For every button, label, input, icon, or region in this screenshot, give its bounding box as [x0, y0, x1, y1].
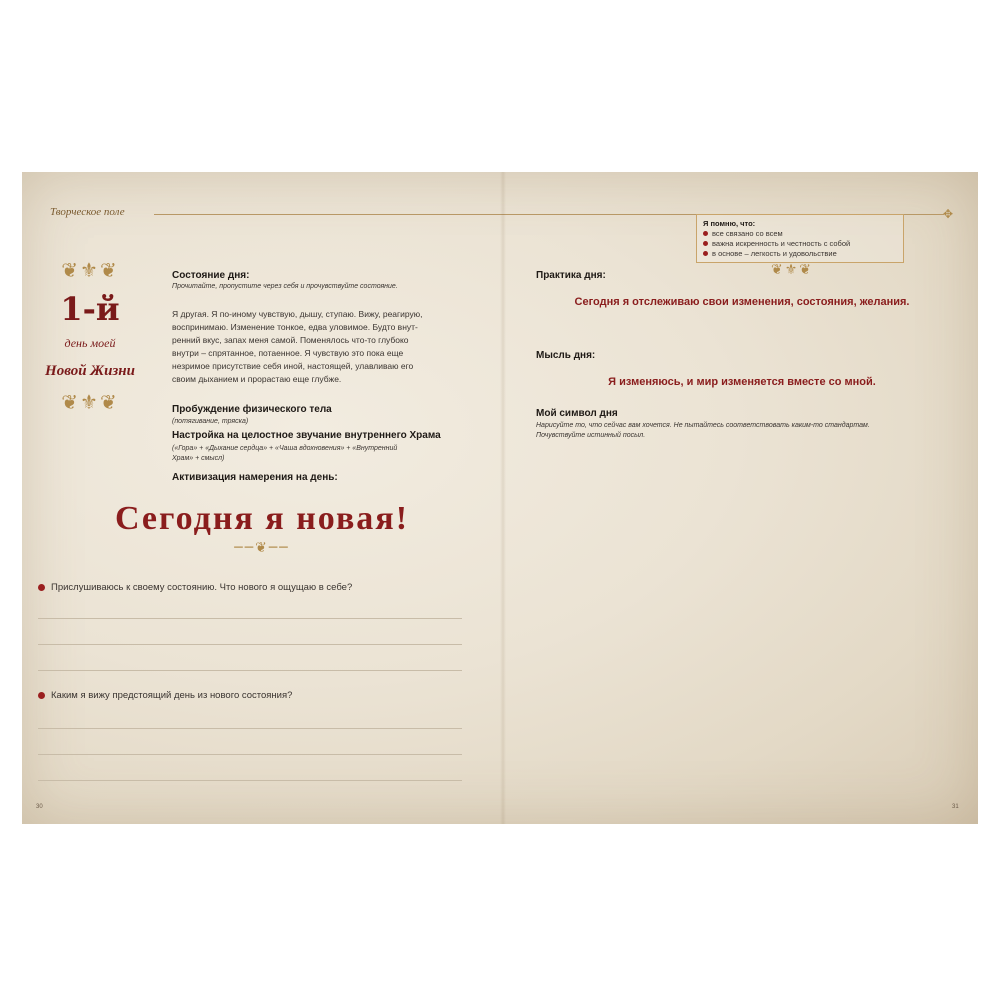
- symbol-heading: Мой символ дня: [536, 408, 618, 419]
- bullet-icon: [703, 241, 708, 246]
- symbol-note-1: Нарисуйте то, что сейчас вам хочется. Не пытайтесь соответствовать каким-то стандартам.: [536, 422, 870, 429]
- thought-heading: Мысль дня:: [536, 350, 596, 361]
- bullet-icon: [703, 231, 708, 236]
- drawing-area[interactable]: [522, 452, 962, 792]
- answer-line[interactable]: [38, 618, 462, 619]
- question-1: Прислушиваюсь к своему состоянию. Что нового я ощущаю в себе?: [38, 582, 352, 593]
- answer-line[interactable]: [38, 670, 462, 671]
- practice-heading: Практика дня:: [536, 270, 606, 281]
- tuning-note-1: («Гора» + «Дыхание сердца» + «Чаша вдохновения» + «Внутренний: [172, 445, 398, 452]
- answer-line[interactable]: [38, 644, 462, 645]
- answer-line[interactable]: [38, 754, 462, 755]
- intention-headline: Сегодня я новая!: [114, 500, 410, 537]
- practice-text: Сегодня я отслеживаю свои изменения, состояния, желания.: [574, 296, 910, 308]
- reminder-box: [696, 214, 904, 263]
- answer-line[interactable]: [38, 728, 462, 729]
- headline-flourish-icon: ──❦──: [234, 540, 290, 556]
- reminder-item: все связано со всем: [703, 229, 897, 238]
- answer-line[interactable]: [38, 780, 462, 781]
- tuning-heading: Настройка на целостное звучание внутреннего Храма: [172, 430, 441, 441]
- bullet-icon: [38, 692, 45, 699]
- section-label: Творческое поле: [50, 206, 125, 218]
- reminder-item: в основе – легкость и удовольствие: [703, 249, 897, 258]
- awakening-heading: Пробуждение физического тела: [172, 404, 332, 415]
- thought-text: Я изменяюсь, и мир изменяется вместе со мной.: [608, 376, 876, 388]
- tuning-note-2: Храм» + смысл): [172, 455, 225, 462]
- day-line-2: Новой Жизни: [45, 363, 135, 379]
- state-text: Я другая. Я по-иному чувствую, дышу, ступаю. Вижу, реагирую, воспринимаю. Изменение тонкое, едва уловимое. Будто внут- ренний вкус, запах меня самой. Поменялось что-то глубоко внутри – спрятанное, потаенное. Я чувствую это пока еще незримое присутствие себя иной, настоящей, улавливаю его своим дыханием и прорастаю еще глубже.: [172, 309, 423, 384]
- book-spread: [22, 172, 978, 824]
- state-instruction: Прочитайте, пропустите через себя и прочувствуйте состояние.: [172, 283, 398, 290]
- reminder-title: Я помню, что:: [703, 219, 756, 228]
- header-ornament-icon: ✥: [943, 207, 954, 221]
- reminder-item: важна искренность и честность с собой: [703, 239, 897, 248]
- symbol-note-2: Почувствуйте истинный посыл.: [536, 432, 646, 439]
- top-flourish-icon: ❦⚜❦: [61, 258, 119, 282]
- day-line-1: день моей: [64, 336, 116, 350]
- question-2: Каким я вижу предстоящий день из нового состояния?: [38, 690, 292, 701]
- page-number-right: 31: [952, 804, 959, 810]
- bullet-icon: [38, 584, 45, 591]
- bottom-flourish-icon: ❦⚜❦: [61, 390, 119, 414]
- day-number: 1-й: [60, 290, 120, 328]
- state-heading: Состояние дня:: [172, 270, 250, 281]
- awakening-note: (потягивание, тряска): [172, 418, 249, 425]
- reminder-flourish-icon: ❦⚜❦: [770, 262, 813, 278]
- page-number-left: 30: [36, 804, 43, 810]
- bullet-icon: [703, 251, 708, 256]
- intention-heading: Активизация намерения на день:: [172, 472, 338, 483]
